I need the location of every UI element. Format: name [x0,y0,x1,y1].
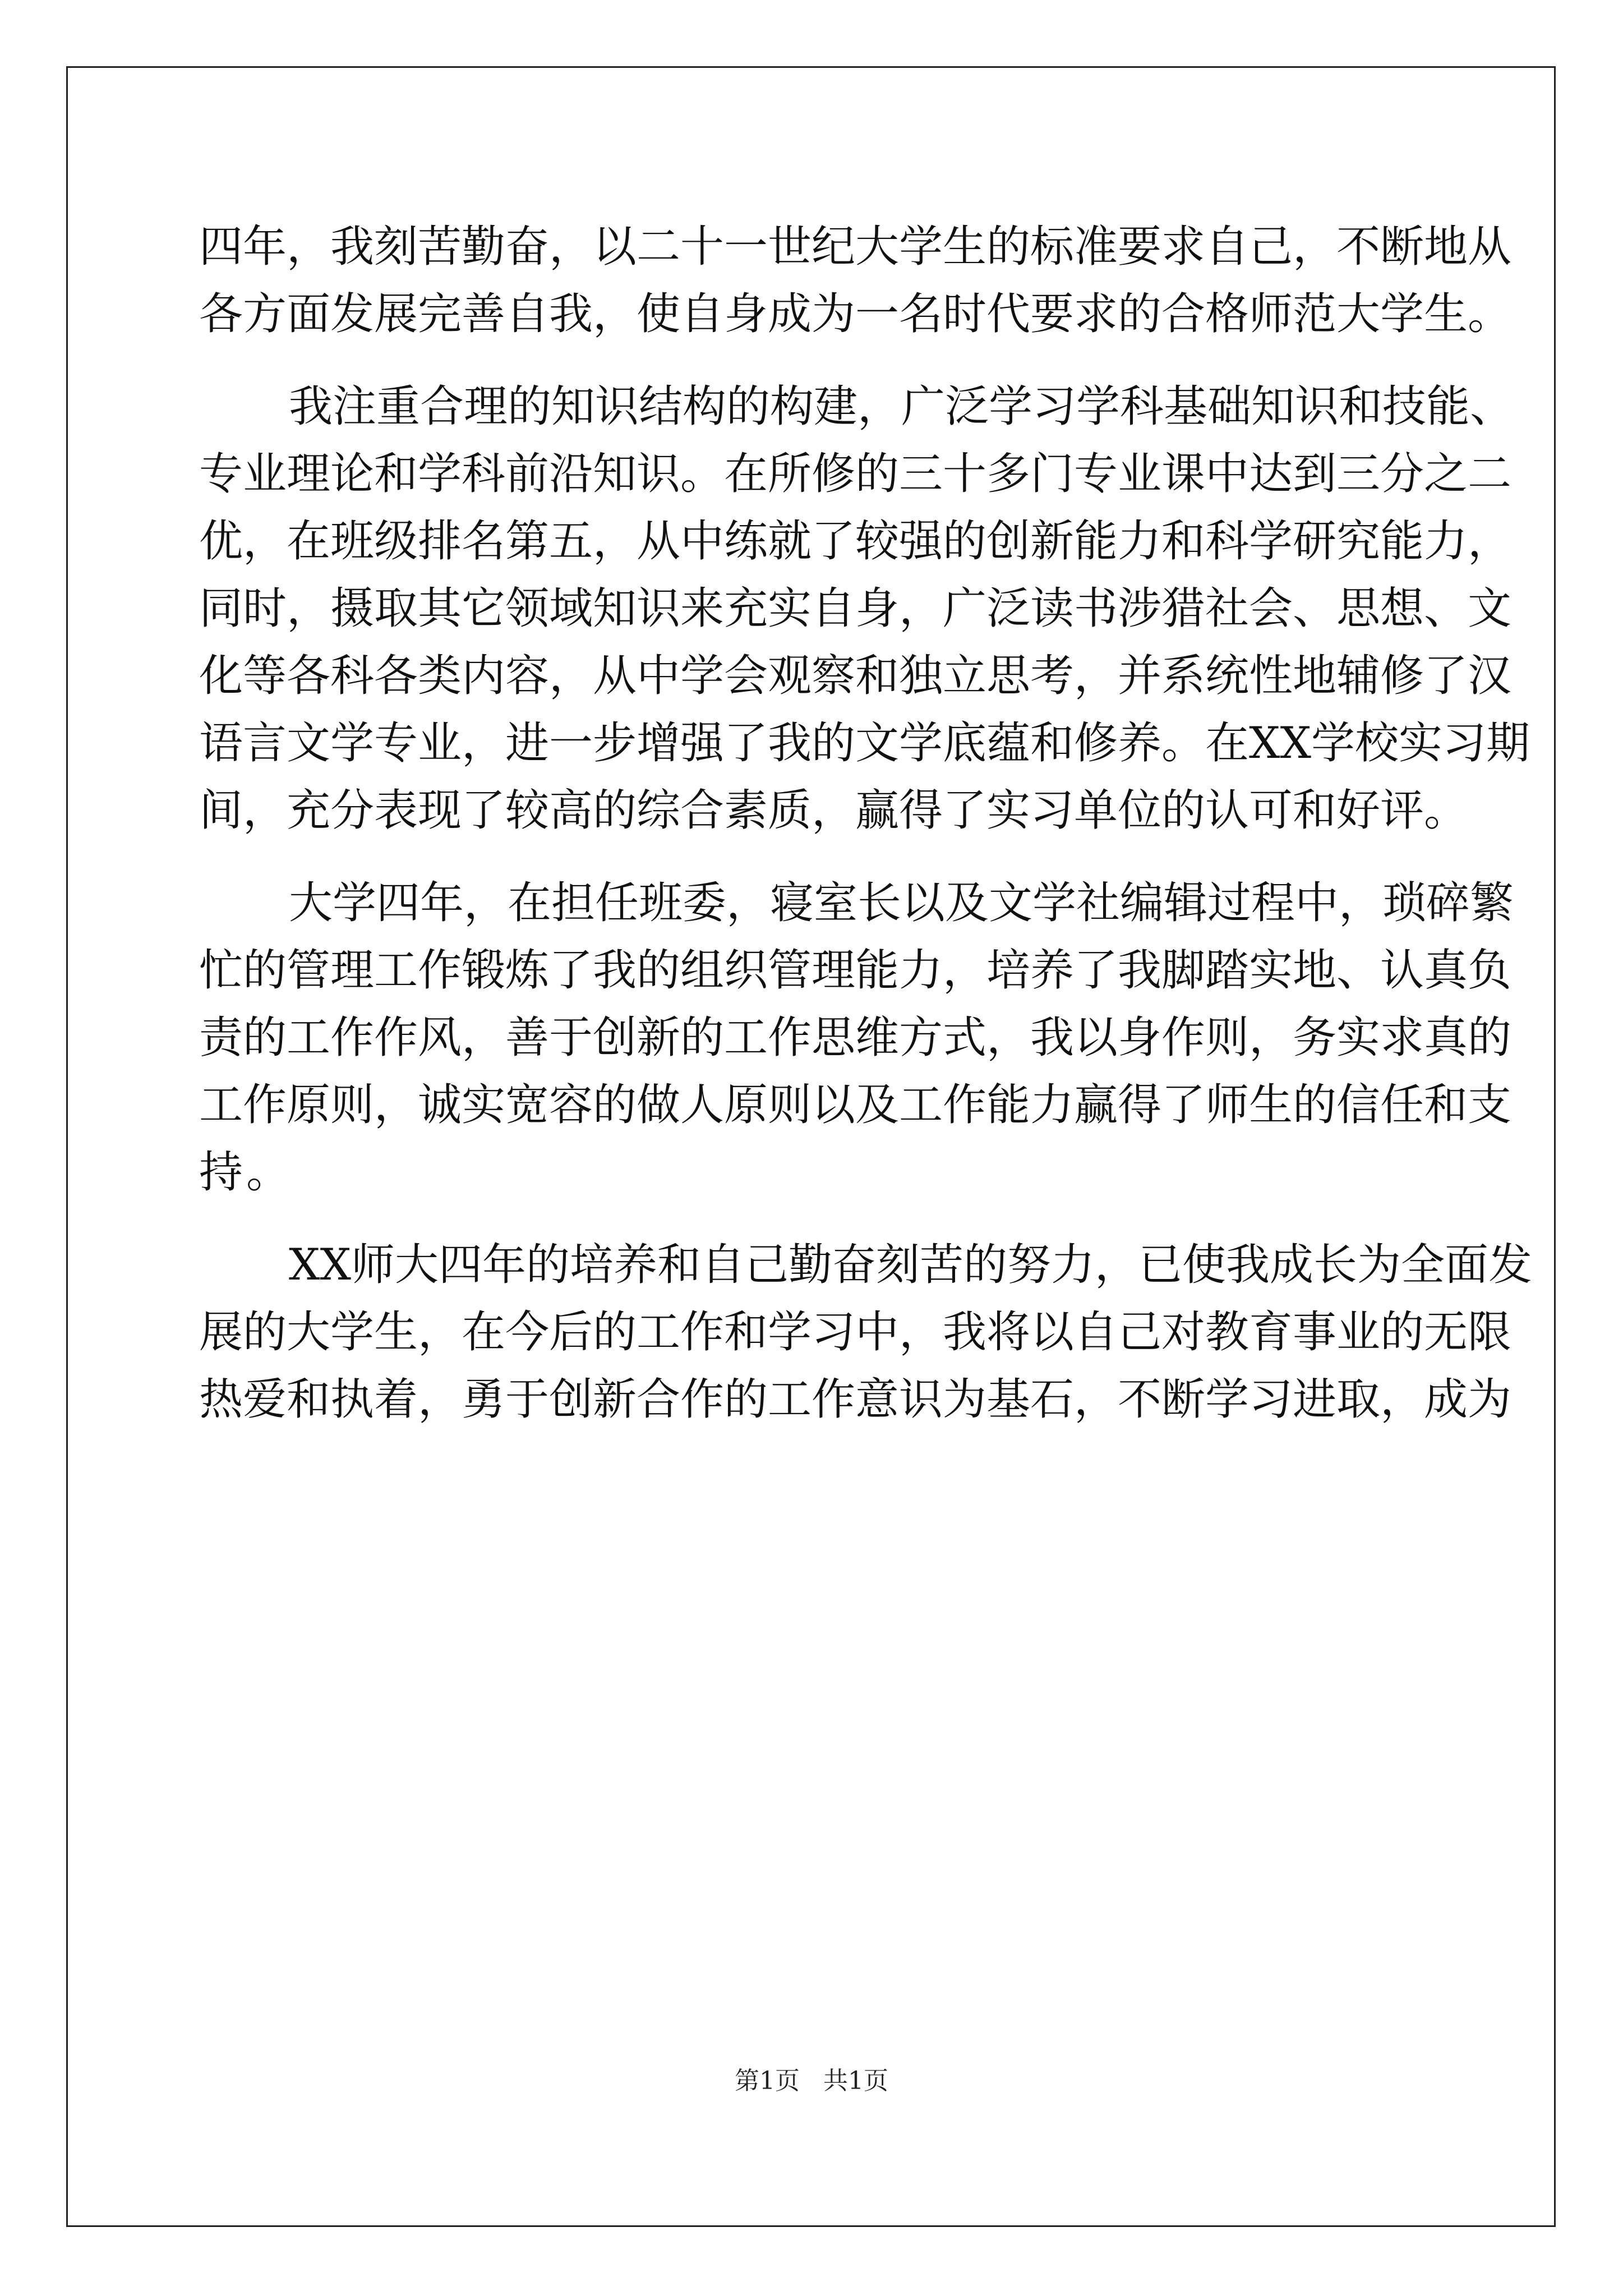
text-line: 持。 [199,1147,294,1198]
text-line: 四年，我刻苦勤奋，以二十一世纪大学生的标准要求自己，不断地从 [199,222,1512,272]
text-line: 化等各科各类内容，从中学会观察和独立思考，并系统性地辅修了汉 [199,651,1512,701]
text-line: 大学四年，在担任班委，寝室长以及文学社编辑过程中，琐碎繁 [289,878,1514,928]
text-line: 热爱和执着，勇于创新合作的工作意识为基石，不断学习进取，成为 [199,1374,1512,1425]
text-line: 间，充分表现了较高的综合素质，赢得了实习单位的认可和好评。 [199,785,1468,836]
page-total: 共1页 [823,2067,888,2095]
text-line: 展的大学生，在今后的工作和学习中，我将以自己对教育事业的无限 [199,1307,1512,1358]
text-line: 责的工作作风，善于创新的工作思维方式，我以身作则，务实求真的 [199,1013,1512,1063]
text-line: 同时，摄取其它领域知识来充实自身，广泛读书涉猎社会、思想、文 [199,583,1512,634]
page-footer [0,2064,1623,2098]
text-line: 忙的管理工作锻炼了我的组织管理能力，培养了我脚踏实地、认真负 [199,945,1512,996]
text-line: 我注重合理的知识结构的构建，广泛学习学科基础知识和技能、 [289,381,1514,432]
text-line: 工作原则，诚实宽容的做人原则以及工作能力赢得了师生的信任和支 [199,1080,1512,1130]
text-line: 专业理论和学科前沿知识。在所修的三十多门专业课中达到三分之二 [199,449,1512,499]
text-line: 语言文学专业，进一步增强了我的文学底蕴和修养。在XX学校实习期 [199,718,1530,769]
text-line: 优，在班级排名第五，从中练就了较强的创新能力和科学研究能力， [199,516,1512,567]
text-line: 各方面发展完善自我，使自身成为一名时代要求的合格师范大学生。 [199,289,1512,339]
document-body [199,213,1533,1433]
text-line: XX师大四年的培养和自己勤奋刻苦的努力，已使我成长为全面发 [289,1240,1533,1290]
page-number: 第1页 [735,2067,800,2095]
footer-spacer [800,2067,823,2095]
